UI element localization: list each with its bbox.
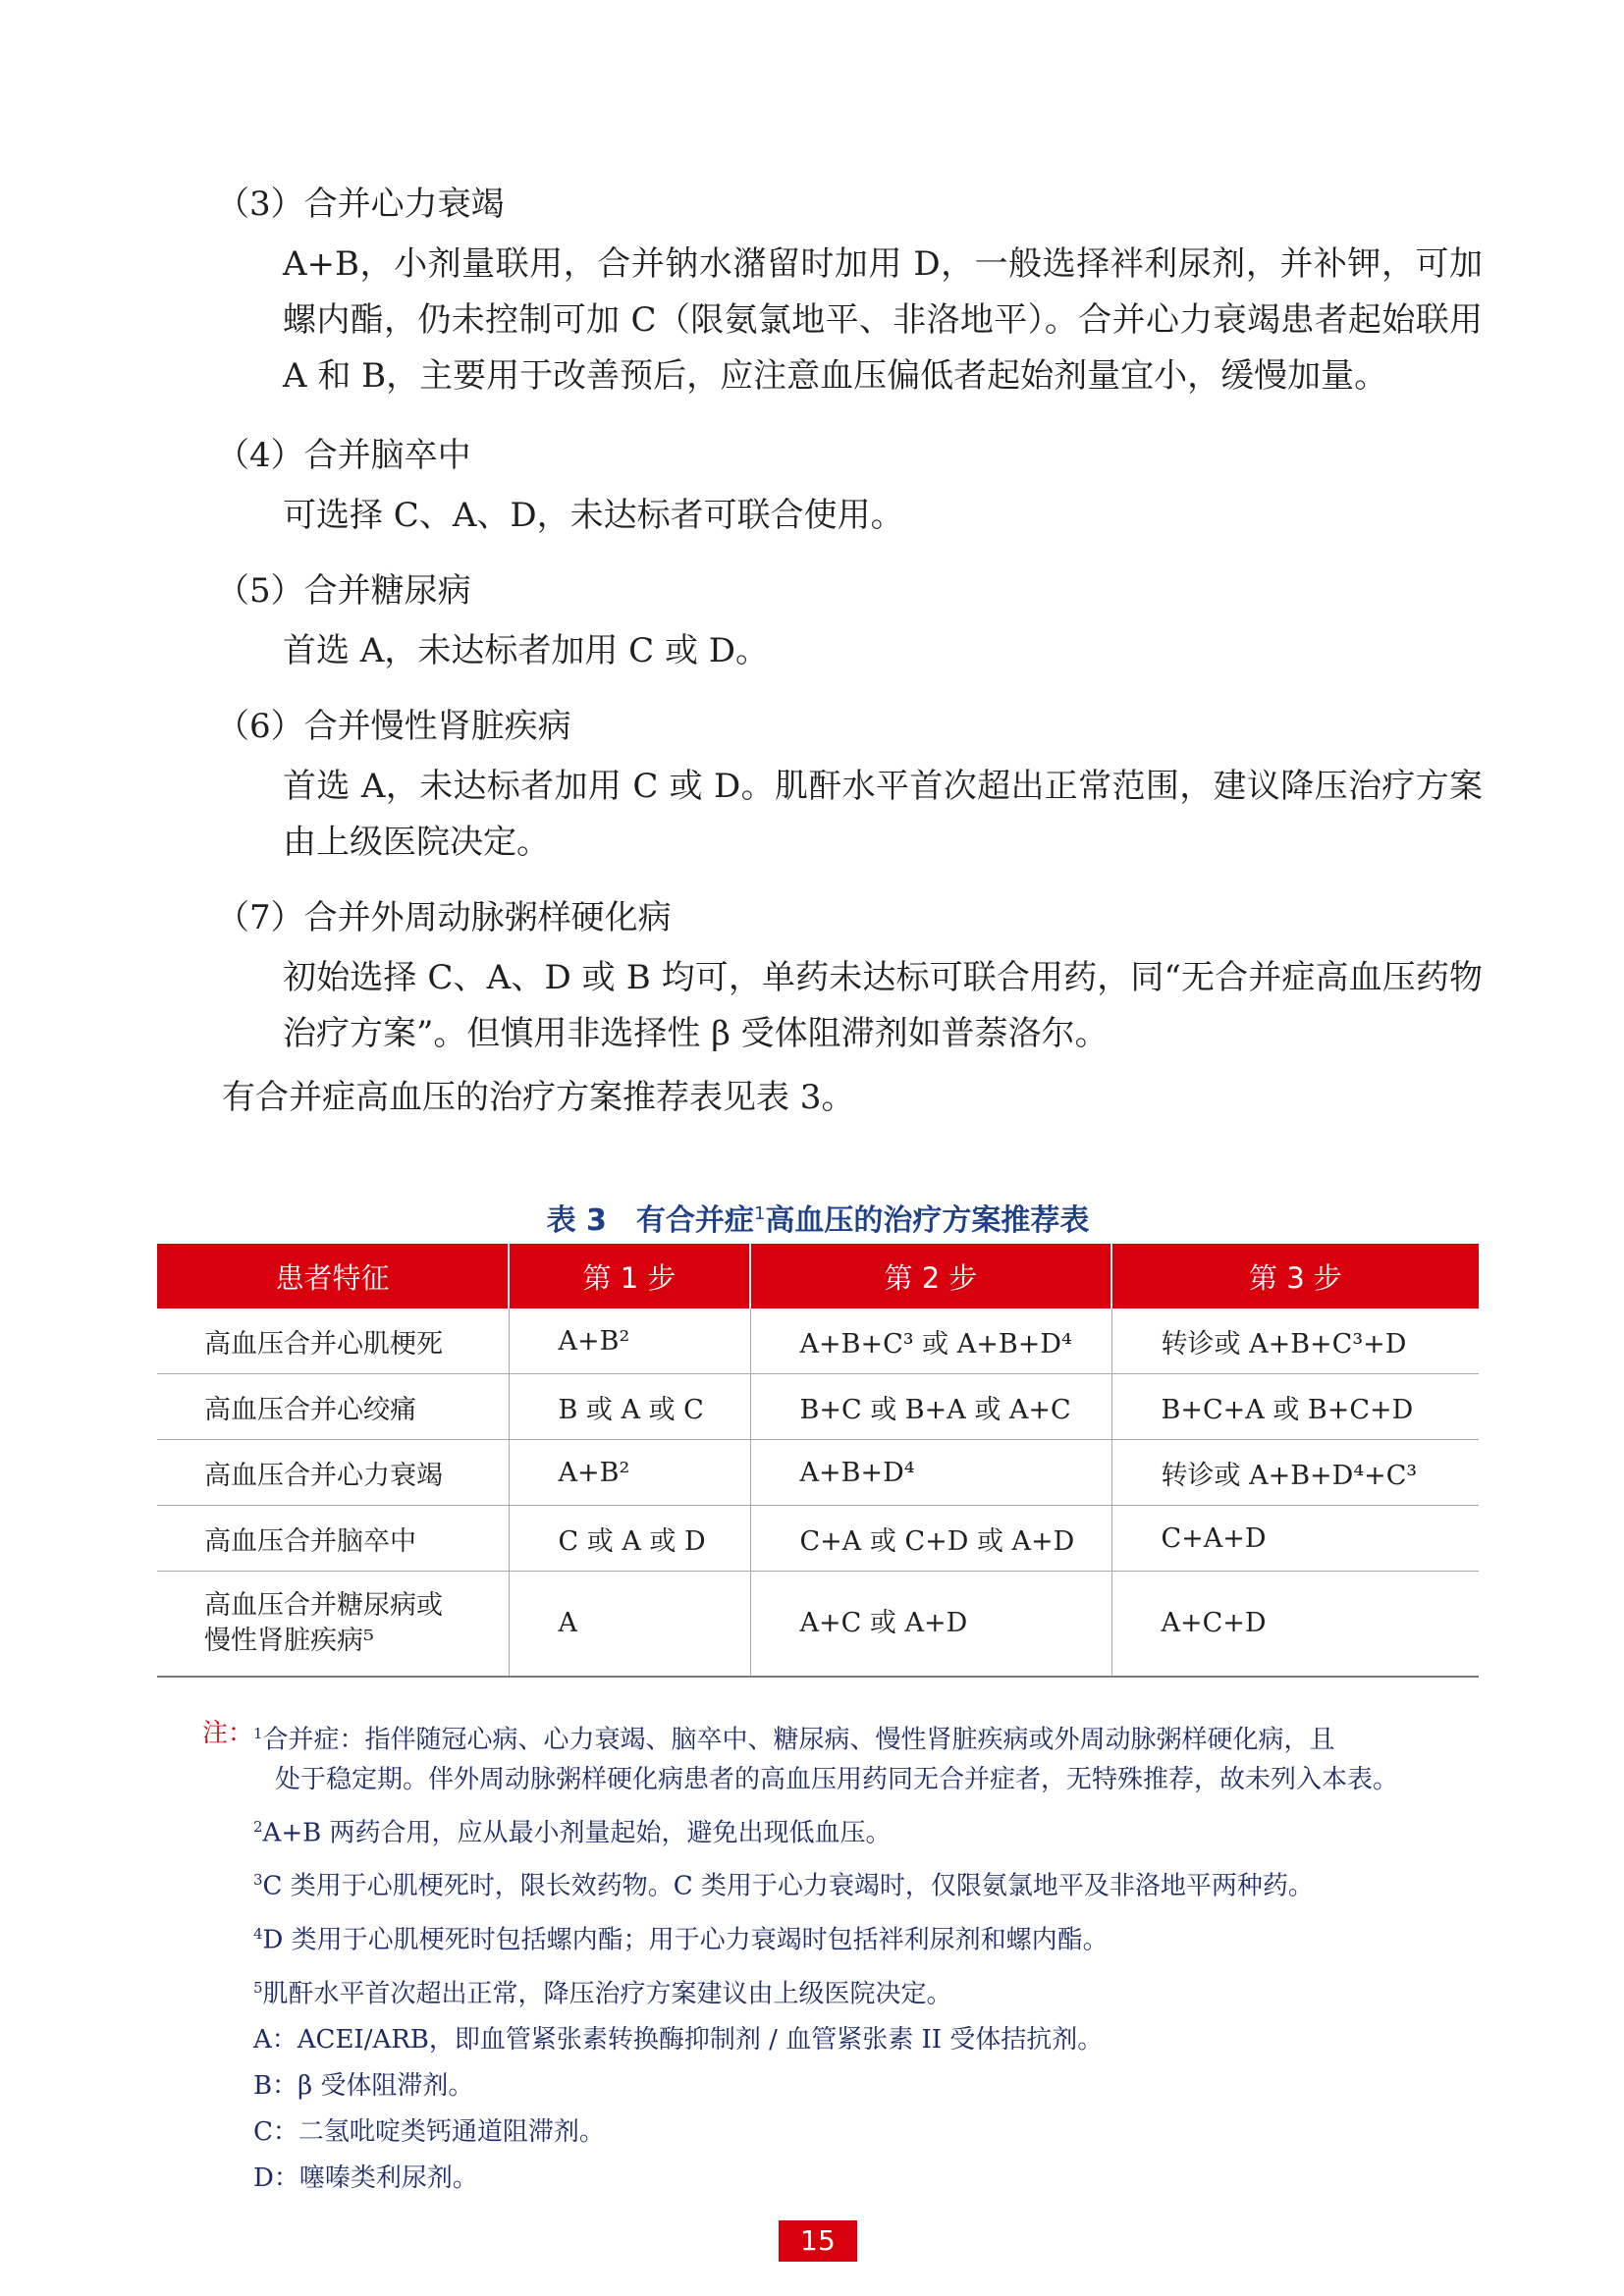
section-body: 首选 A，未达标者加用 C 或 D。 [283,631,770,670]
section-title [216,436,1483,475]
table-cell: C 或 A 或 D [509,1506,750,1572]
section-title-text: 合并外周动脉粥样硬化病 [303,898,672,937]
note-item [202,1860,1479,1906]
section-title [216,898,1483,937]
header-patient-feature: 患者特征 [157,1244,509,1308]
section-diabetes [216,571,1483,679]
note-text: A+B 两药合用，应从最小剂量起始，避免出现低血压。 [262,1818,892,1848]
header-step-2: 第 2 步 [750,1244,1111,1308]
section-number: （3） [216,185,304,224]
page-number: 15 [779,2220,857,2262]
table-cell: 转诊或 A+B+C³+D [1111,1308,1479,1374]
header-step-1: 第 1 步 [509,1244,750,1308]
table-caption-suffix: 高血压的治疗方案推荐表 [765,1203,1090,1238]
note-text: D 类用于心肌梗死时包括螺内酯；用于心力衰竭时包括袢利尿剂和螺内酯。 [262,1925,1109,1955]
section-number: （5） [216,571,304,611]
table-cell: A+C 或 A+D [750,1572,1111,1678]
note-marker: 3 [253,1871,263,1890]
section-title-text: 合并糖尿病 [303,571,471,611]
abbreviation-d: D：噻嗪类利尿剂。 [253,2163,478,2194]
table-cell: 高血压合并心力衰竭 [157,1440,509,1506]
section-pad [216,898,1483,1062]
table-row [157,1308,1479,1374]
section-number: （4） [216,436,304,475]
section-body: A+B，小剂量联用，合并钠水潴留时加用 D，一般选择袢利尿剂，并补钾，可加螺内酯，仍未控制可加 C（限氨氯地平、非洛地平）。合并心力衰竭患者起始联用 A 和 B，主要用于改善预后，应注意血压偏低者起始剂量宜小，缓慢加量。 [283,244,1483,396]
table-cell: B+C+A 或 B+C+D [1111,1374,1479,1440]
table-notes [202,1714,1479,2202]
section-body: 初始选择 C、A、D 或 B 均可，单药未达标可联合用药，同“无合并症高血压药物治疗方案”。但慎用非选择性 β 受体阻滞剂如普萘洛尔。 [283,958,1483,1053]
section-title [216,571,1483,611]
table-cell: A+B+D⁴ [750,1440,1111,1506]
table-cell: A+B² [509,1308,750,1374]
table-caption-sup: 1 [753,1203,766,1224]
table-cell: B 或 A 或 C [509,1374,750,1440]
note-marker: 4 [253,1924,263,1943]
table-row [157,1572,1479,1678]
table-caption-prefix: 表 3 有合并症 [546,1203,754,1238]
table-cell: B+C 或 B+A 或 A+C [750,1374,1111,1440]
abbreviation-a: A：ACEI/ARB，即血管紧张素转换酶抑制剂 / 血管紧张素 II 受体拮抗剂。 [253,2025,1104,2056]
table-row [157,1440,1479,1506]
treatment-table [157,1244,1479,1678]
section-number: （7） [216,898,304,937]
section-title-text: 合并慢性肾脏疾病 [303,707,571,746]
note-marker: 5 [253,1978,263,1997]
section-title-text: 合并脑卒中 [303,436,471,475]
note-text-continued: 处于稳定期。伴外周动脉粥样硬化病患者的高血压用药同无合并症者，无特殊推荐，故未列入本表。 [275,1764,1399,1794]
section-number: （6） [216,707,304,746]
table-row [157,1506,1479,1572]
table-row [157,1374,1479,1440]
table-cell: 高血压合并心绞痛 [157,1374,509,1440]
table-cell: 高血压合并糖尿病或慢性肾脏疾病⁵ [157,1572,509,1678]
section-heart-failure [216,185,1483,404]
header-step-3: 第 3 步 [1111,1244,1479,1308]
section-ckd [216,707,1483,871]
note-item [202,1807,1479,1853]
table-cell: A+B+C³ 或 A+B+D⁴ [750,1308,1111,1374]
table-cell: 高血压合并心肌梗死 [157,1308,509,1374]
abbreviation-c: C：二氢吡啶类钙通道阻滞剂。 [253,2117,605,2148]
section-title-text: 合并心力衰竭 [303,185,505,224]
section-stroke [216,436,1483,544]
notes-label: 注： [202,1719,254,1748]
section-title [216,707,1483,746]
table-reference-text: 有合并症高血压的治疗方案推荐表见表 3。 [222,1078,855,1117]
abbreviation-b: B：β 受体阻滞剂。 [253,2071,474,2102]
note-marker: 2 [253,1817,263,1836]
table-cell: A+B² [509,1440,750,1506]
section-body: 首选 A，未达标者加用 C 或 D。肌酐水平首次超出正常范围，建议降压治疗方案由上级医院决定。 [283,767,1483,862]
table-cell: A [509,1572,750,1678]
section-title [216,185,1483,224]
note-text: 合并症：指伴随冠心病、心力衰竭、脑卒中、糖尿病、慢性肾脏疾病或外周动脉粥样硬化病，且 [262,1725,1335,1755]
note-text: C 类用于心肌梗死时，限长效药物。C 类用于心力衰竭时，仅限氨氯地平及非洛地平两种药。 [262,1871,1314,1901]
table-header-row [157,1244,1479,1308]
note-text: 肌酐水平首次超出正常，降压治疗方案建议由上级医院决定。 [262,1979,952,2009]
note-item [202,1714,1479,1799]
table-cell: C+A+D [1111,1506,1479,1572]
section-body: 可选择 C、A、D，未达标者可联合使用。 [283,496,904,535]
note-item [202,1914,1479,1960]
table-caption [157,1196,1479,1239]
table-cell: 转诊或 A+B+D⁴+C³ [1111,1440,1479,1506]
note-marker: 1 [253,1725,263,1742]
table-cell: A+C+D [1111,1572,1479,1678]
table-cell: C+A 或 C+D 或 A+D [750,1506,1111,1572]
note-item [202,1968,1479,2014]
table-cell: 高血压合并脑卒中 [157,1506,509,1572]
